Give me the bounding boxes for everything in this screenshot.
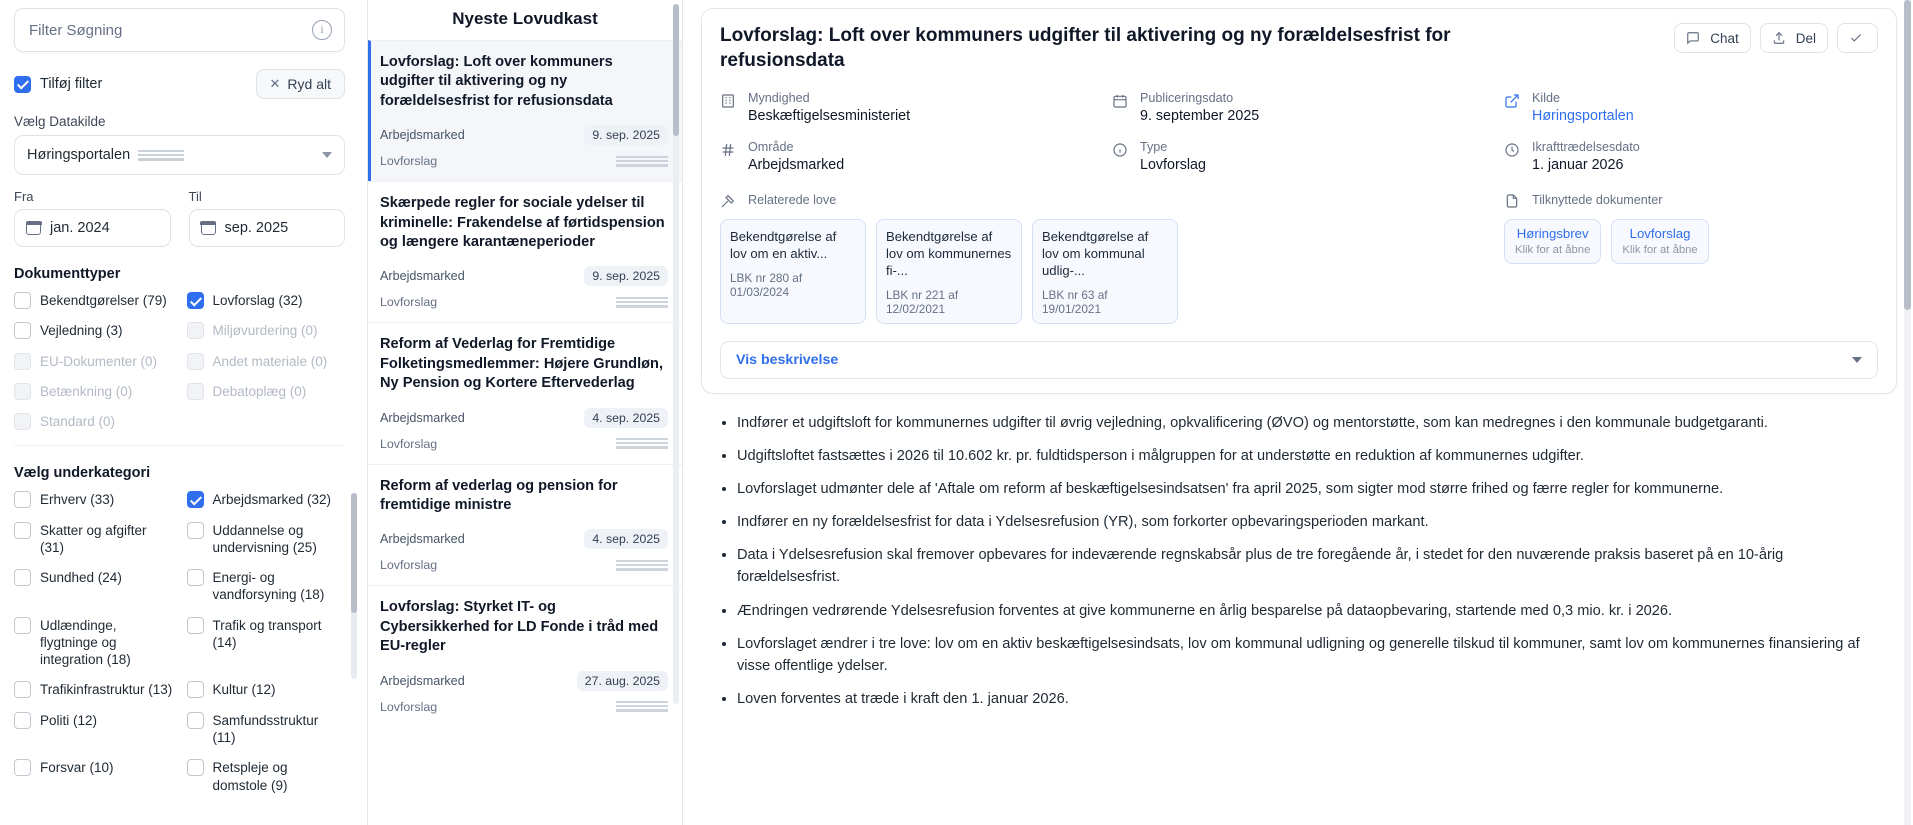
subcat-checkbox[interactable] (187, 491, 204, 508)
check-icon (1849, 31, 1866, 48)
subcat-item[interactable] (187, 491, 346, 508)
list-item-title: Skærpede regler for sociale ydelser til kriminelle: Frakendelse af førtidspension og længere karantæneperioder (380, 195, 665, 251)
doctype-item (187, 322, 346, 339)
related-row (720, 191, 1878, 324)
meta-key: Kilde (1532, 90, 1561, 105)
subcat-item[interactable] (187, 759, 346, 794)
meta-key: Område (748, 139, 794, 154)
list-item-title: Lovforslag: Loft over kommuners udgifter til aktivering og ny forældelsesfrist for refusionsdata (380, 54, 613, 109)
doctypes-group (14, 292, 345, 430)
date-to (189, 189, 346, 247)
date-from (14, 189, 171, 247)
add-filter-checkbox[interactable] (14, 76, 31, 93)
subcat-checkbox[interactable] (187, 522, 204, 539)
subcat-checkbox[interactable] (187, 681, 204, 698)
related-law-number: LBK nr 63 af 19/01/2021 (1042, 287, 1108, 316)
related-law-number: LBK nr 280 af 01/03/2024 (730, 270, 803, 299)
search-box[interactable] (14, 8, 345, 52)
hash-icon (720, 142, 737, 159)
subcat-label: Uddannelse og undervisning (25) (212, 522, 317, 555)
subcat-checkbox[interactable] (187, 617, 204, 634)
summary-bullet: • Ændringen vedrørende Ydelsesrefusion forventes at give kommunerne en årlig besparelse på dataopbevaring, startende med 0,3 mio. kr. i 2026. (737, 600, 1887, 622)
subcat-label: Arbejdsmarked (32) (212, 492, 332, 508)
doctype-item[interactable] (187, 292, 346, 309)
list-item-category: Arbejdsmarked (380, 128, 465, 143)
date-to-field[interactable] (189, 209, 346, 247)
list-item-type: Lovforslag (380, 295, 438, 310)
doctype-checkbox (14, 413, 31, 430)
summary-bullet: • Lovforslaget udmønter dele af 'Aftale om reform af beskæftigelsesindsatsen' fra april 2025, som sigter mod større frihed og færre regler for kommunerne. (737, 478, 1887, 500)
detail-panel (683, 0, 1913, 825)
meta-omraade (720, 140, 1094, 173)
document-icon (1504, 193, 1521, 210)
hoeringsportalen-logo-icon (616, 701, 668, 712)
meta-key: Myndighed (748, 90, 810, 105)
subcat-item[interactable] (14, 617, 173, 669)
share-button[interactable] (1760, 23, 1828, 53)
doctype-item (14, 413, 173, 430)
subcat-item[interactable] (14, 522, 173, 557)
doctype-label: Debatoplæg (0) (212, 383, 307, 399)
doctype-item (187, 383, 346, 400)
doctype-checkbox (187, 383, 204, 400)
subcat-label: Samfundsstruktur (11) (212, 712, 319, 745)
hoeringsportalen-logo-icon (616, 156, 668, 167)
subcat-checkbox[interactable] (14, 491, 31, 508)
summary-bullet: • Indfører en ny forældelsesfrist for data i Ydelsesrefusion (YR), som forkorter opbevaringsperioden markant. (737, 511, 1887, 533)
show-description-label: Vis beskrivelse (736, 351, 839, 368)
subcat-item[interactable] (187, 569, 346, 604)
list-item-title: Reform af Vederlag for Fremtidige Folketingsmedlemmer: Højere Grundløn, Ny Pension og Kortere Eftervederlag (380, 336, 664, 392)
list-item-date: 27. aug. 2025 (577, 671, 668, 691)
add-filter-label: Tilføj filter (40, 76, 103, 92)
date-to-value: sep. 2025 (224, 220, 289, 236)
datasource-select[interactable] (14, 135, 345, 175)
calendar-icon (1112, 93, 1129, 110)
list-item-category: Arbejdsmarked (380, 269, 465, 284)
datasource-label: Vælg Datakilde (14, 114, 106, 129)
list-item-title: Lovforslag: Styrket IT- og Cybersikkerhed for LD Fonde i tråd med EU-regler (380, 599, 659, 655)
date-from-field[interactable] (14, 209, 171, 247)
meta-ikrafttraedelsesdato (1504, 140, 1878, 173)
attached-doc-title: Høringsbrev (1516, 225, 1589, 241)
subcat-checkbox[interactable] (14, 569, 31, 586)
page-title: Lovforslag: Loft over kommuners udgifter til aktivering og ny forældelsesfrist for refusionsdata (720, 25, 1451, 72)
add-filter-toggle[interactable] (14, 76, 102, 93)
subcat-label: Trafikinfrastruktur (13) (40, 682, 173, 698)
subcat-label: Kultur (12) (212, 682, 276, 698)
attached-doc-title: Lovforslag (1629, 225, 1691, 241)
subcat-item[interactable] (187, 712, 346, 747)
info-icon (1112, 142, 1129, 159)
meta-key: Ikrafttrædelsesdato (1532, 139, 1640, 154)
subcat-label: Erhverv (33) (40, 492, 115, 508)
doctype-item (14, 383, 173, 400)
detail-actions (1674, 23, 1878, 53)
subcat-checkbox[interactable] (14, 759, 31, 776)
filter-toolbar (14, 69, 345, 99)
summary-bullet: • Lovforslaget ændrer i tre love: lov om en aktiv beskæftigelsesindsats, lov om kommunal udligning og generelle tilskud til kommuner, samt lov om kommunernes finansiering af visse offentlige ydelser. (737, 633, 1887, 677)
related-laws-block (720, 191, 1486, 324)
date-range (14, 189, 345, 247)
attached-doc-sub: Klik for at åbne (1622, 243, 1698, 256)
subcat-checkbox[interactable] (14, 712, 31, 729)
meta-value: 9. september 2025 (1140, 107, 1260, 124)
list-title: Nyeste Lovudkast (452, 9, 598, 28)
list-item[interactable] (368, 181, 682, 322)
hoeringsportalen-logo-icon (616, 560, 668, 571)
subcat-item[interactable] (187, 681, 346, 698)
doctype-label: EU-Dokumenter (0) (40, 353, 158, 369)
subcat-label: Sundhed (24) (40, 570, 122, 586)
related-law-title: Bekendtgørelse af lov om en aktiv... (730, 228, 837, 261)
hoeringsportalen-logo-icon (616, 297, 668, 308)
related-law-number: LBK nr 221 af 12/02/2021 (886, 287, 959, 316)
clear-all-label: Ryd alt (287, 76, 331, 92)
meta-key: Type (1140, 139, 1168, 154)
external-link-icon (1504, 93, 1521, 110)
summary-bullet: • Udgiftsloftet fastsættes i 2026 til 10.602 kr. pr. fuldtidsperson i målgruppen for at understøtte en reduktion af kommunernes udgifter. (737, 445, 1887, 467)
building-icon (720, 93, 737, 110)
doctype-label: Andet materiale (0) (212, 353, 328, 369)
date-from-label: Fra (14, 189, 34, 204)
hoeringsportalen-logo-icon (138, 150, 184, 161)
subcat-label: Skatter og afgifter (31) (40, 522, 147, 555)
search-input[interactable] (27, 21, 312, 40)
subcat-label: Forsvar (10) (40, 760, 114, 776)
doctype-checkbox (14, 353, 31, 370)
meta-value: Lovforslag (1140, 156, 1206, 173)
list-item-category: Arbejdsmarked (380, 410, 465, 425)
subcats-title: Vælg underkategori (14, 465, 151, 482)
chat-icon (1686, 31, 1703, 48)
doctype-item[interactable] (14, 292, 173, 309)
meta-value-link[interactable]: Høringsportalen (1532, 107, 1634, 124)
subcat-checkbox[interactable] (187, 712, 204, 729)
detail-card (701, 8, 1897, 394)
list-item-date: 9. sep. 2025 (584, 266, 668, 286)
list-item-type: Lovforslag (380, 558, 438, 573)
subcat-checkbox[interactable] (14, 681, 31, 698)
subcat-label: Politi (12) (40, 712, 98, 728)
subcat-checkbox[interactable] (14, 522, 31, 539)
law-icon (720, 193, 737, 210)
doctype-label: Standard (0) (40, 414, 116, 430)
meta-publiceringsdato (1112, 91, 1486, 124)
confirm-button[interactable] (1837, 23, 1878, 53)
clear-all-button[interactable] (256, 69, 345, 99)
subcat-checkbox[interactable] (187, 759, 204, 776)
meta-value: 1. januar 2026 (1532, 156, 1624, 173)
subcats-scrollbar-thumb[interactable] (351, 493, 357, 613)
doctype-label: Vejledning (3) (40, 323, 123, 339)
meta-type (1112, 140, 1486, 173)
subcat-item[interactable] (14, 491, 173, 508)
related-laws-label: Relaterede love (748, 193, 837, 208)
chat-label: Chat (1710, 30, 1739, 46)
doctype-item (187, 353, 346, 370)
page-scrollbar-thumb[interactable] (1904, 0, 1911, 310)
doctype-checkbox[interactable] (14, 292, 31, 309)
doctype-checkbox[interactable] (14, 322, 31, 339)
doctype-label: Betænkning (0) (40, 383, 133, 399)
meta-key: Publiceringsdato (1140, 90, 1234, 105)
datasource-value: Høringsportalen (27, 147, 131, 163)
doctype-item[interactable] (14, 322, 173, 339)
subcat-checkbox[interactable] (187, 569, 204, 586)
subcat-checkbox[interactable] (14, 617, 31, 634)
list-item-category: Arbejdsmarked (380, 673, 465, 688)
subcat-label: Udlændinge, flygtninge og integration (18) (40, 617, 131, 668)
doctype-checkbox (187, 322, 204, 339)
share-icon (1772, 31, 1789, 48)
chevron-down-icon (1852, 357, 1862, 363)
share-label: Del (1795, 30, 1816, 46)
metadata-grid (720, 91, 1878, 173)
subcat-item[interactable] (14, 569, 173, 604)
calendar-icon (201, 221, 216, 235)
hoeringsportalen-logo-icon (616, 438, 668, 449)
subcat-item[interactable] (14, 681, 173, 698)
related-law-chip[interactable] (720, 219, 866, 324)
attached-doc-sub: Klik for at åbne (1515, 243, 1591, 256)
meta-value: Beskæftigelsesministeriet (748, 107, 911, 124)
subcats-group (14, 491, 345, 793)
document-list (368, 0, 683, 825)
subcat-label: Trafik og transport (14) (212, 617, 322, 650)
doctypes-title: Dokumenttyper (14, 266, 121, 282)
list-item[interactable] (368, 464, 682, 586)
attached-doc-chip[interactable] (1611, 219, 1708, 264)
list-item-category: Arbejdsmarked (380, 532, 465, 547)
list-item-type: Lovforslag (380, 699, 438, 714)
doctype-checkbox[interactable] (187, 292, 204, 309)
subcat-label: Energi- og vandforsyning (18) (212, 570, 325, 603)
list-item-date: 4. sep. 2025 (584, 408, 668, 428)
show-description-toggle[interactable] (720, 341, 1878, 379)
subcat-label: Retspleje og domstole (9) (212, 760, 288, 793)
list-item-date: 9. sep. 2025 (584, 125, 668, 145)
summary-bullet: • Indfører et udgiftsloft for kommunernes udgifter til øvrig vejledning, opkvalificering (ØVO) og mentorstøtte, som kan medregnes i den kommunale budgetgaranti. (737, 412, 1887, 434)
subcat-item[interactable] (14, 759, 173, 794)
chat-button[interactable] (1674, 23, 1751, 53)
clock-icon (1504, 142, 1521, 159)
list-item[interactable] (368, 585, 682, 726)
list-item[interactable] (368, 40, 682, 181)
doctype-checkbox (14, 383, 31, 400)
attached-docs-block (1504, 191, 1878, 324)
date-to-label: Til (188, 189, 202, 204)
subcat-item[interactable] (187, 617, 346, 669)
summary-bullets (701, 412, 1897, 711)
related-law-title: Bekendtgørelse af lov om kommunal udlig-... (1042, 228, 1149, 278)
close-icon: ✕ (269, 76, 281, 91)
doctype-label: Bekendtgørelser (79) (40, 293, 167, 308)
doctype-item (14, 353, 173, 370)
summary-bullet: • Loven forventes at træde i kraft den 1. januar 2026. (737, 688, 1887, 710)
summary-bullet: • Data i Ydelsesrefusion skal fremover opbevares for indeværende regnskabsår plus de tre foregående år, i stedet for den nuværende praksis baseret på en 10-årig forældelsesfrist. (737, 544, 1887, 588)
list-item-date: 4. sep. 2025 (584, 529, 668, 549)
doctype-label: Miljøvurdering (0) (212, 323, 318, 339)
list-item-title: Reform af vederlag og pension for fremtidige ministre (380, 477, 618, 514)
filter-sidebar (0, 0, 368, 825)
doctype-label: Lovforslag (32) (212, 293, 303, 308)
list-scrollbar-thumb[interactable] (673, 4, 679, 136)
divider (14, 445, 345, 446)
meta-kilde (1504, 91, 1878, 124)
list-item-type: Lovforslag (380, 154, 438, 169)
subcat-item[interactable] (14, 712, 173, 747)
related-law-chip[interactable] (876, 219, 1022, 324)
calendar-icon (26, 221, 41, 235)
attached-docs-label: Tilknyttede dokumenter (1532, 193, 1663, 208)
info-icon[interactable]: i (312, 20, 332, 40)
chevron-down-icon (322, 152, 332, 158)
doctype-checkbox (187, 353, 204, 370)
related-law-chip[interactable] (1032, 219, 1178, 324)
attached-doc-chip[interactable] (1504, 219, 1601, 264)
related-law-title: Bekendtgørelse af lov om kommunernes fi-... (886, 228, 1012, 278)
meta-myndighed (720, 91, 1094, 124)
meta-value: Arbejdsmarked (748, 156, 845, 173)
list-item-type: Lovforslag (380, 436, 438, 451)
list-item[interactable] (368, 322, 682, 463)
date-from-value: jan. 2024 (50, 220, 110, 236)
subcat-item[interactable] (187, 522, 346, 557)
